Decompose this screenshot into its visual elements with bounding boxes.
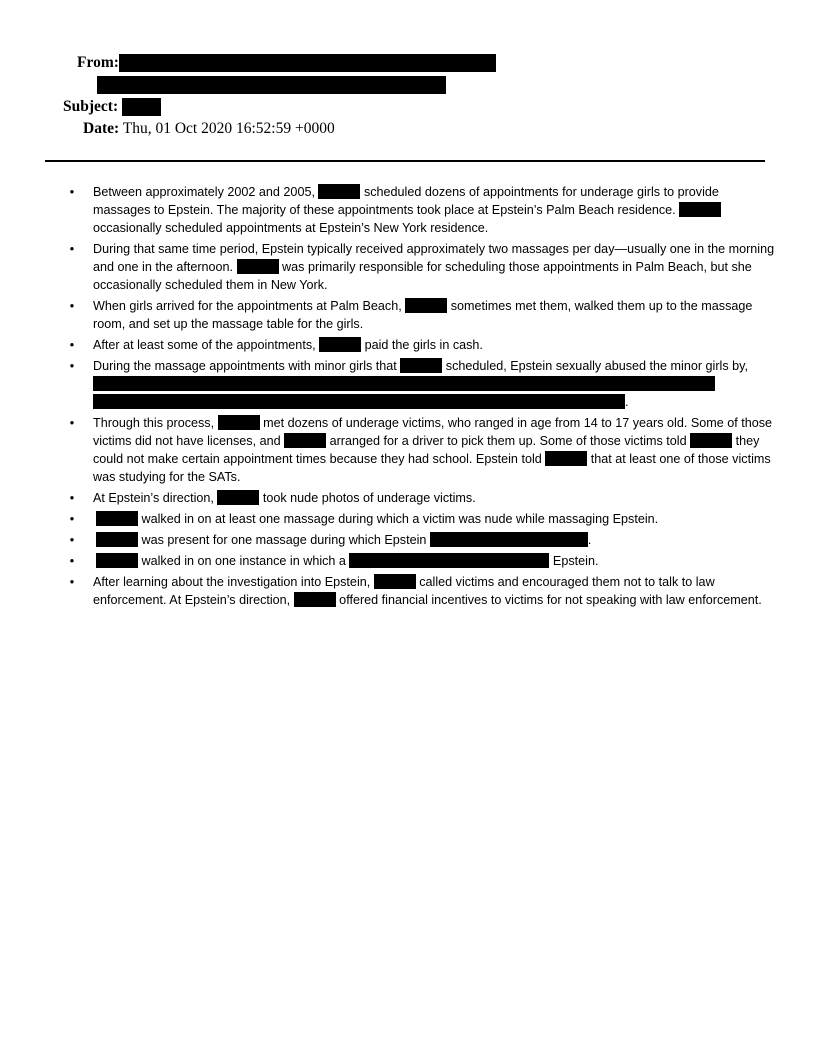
date-value: Thu, 01 Oct 2020 16:52:59 +0000 — [122, 120, 335, 137]
date-row — [83, 119, 335, 139]
list-item — [0, 531, 816, 549]
list-item — [0, 240, 816, 294]
list-item — [0, 552, 816, 570]
bullet-icon: • — [69, 575, 75, 589]
from-label: From: — [77, 54, 119, 71]
text-run: scheduled dozens of appointments for underage girls to provide massages to Epstein. The majority of these appointments took place at Epstein’s Palm Beach residence. — [93, 185, 719, 217]
list-item — [0, 573, 816, 609]
bullet-icon: • — [69, 299, 75, 313]
list-item — [0, 336, 816, 354]
bullet-icon: • — [69, 242, 75, 256]
text-run: met dozens of underage victims, who ranged in age from 14 to 17 years old. Some of those victims did not have licenses, and — [93, 416, 773, 448]
text-run: scheduled, Epstein sexually abused the minor girls by, — [442, 359, 748, 373]
text-run: Epstein. — [549, 554, 599, 568]
list-item — [0, 510, 816, 528]
redaction-block — [349, 553, 549, 568]
redaction-block — [93, 376, 715, 391]
redaction-block — [96, 553, 138, 568]
text-run: sometimes met them, walked them up to the massage room, and set up the massage table for the girls. — [93, 299, 753, 331]
redaction-block — [430, 532, 588, 547]
text-run: At Epstein’s direction, — [93, 491, 218, 505]
text-run: . — [587, 533, 592, 547]
list-item — [0, 489, 816, 507]
redaction-block — [405, 298, 447, 313]
header-divider — [45, 160, 765, 162]
date-label: Date: — [83, 120, 120, 137]
redaction-block — [374, 574, 416, 589]
text-run: During that same time period, Epstein typically received approximately two massages per day—usually one in the morning and one in the afternoon. — [93, 242, 775, 274]
redaction-block — [96, 532, 138, 547]
text-run: After at least some of the appointments, — [93, 338, 320, 352]
bullet-icon: • — [69, 554, 75, 568]
redaction-block — [97, 76, 446, 94]
bullet-icon: • — [69, 359, 75, 373]
text-run: was present for one massage during which Epstein — [138, 533, 430, 547]
redaction-block — [679, 202, 721, 217]
text-run: called victims and encouraged them not to talk to law enforcement. At Epstein’s direction, — [93, 575, 715, 607]
bullet-icon: • — [69, 416, 75, 430]
list-item — [0, 183, 816, 237]
bullet-list — [0, 183, 816, 612]
text-run: . — [625, 395, 629, 409]
redaction-block — [217, 490, 259, 505]
subject-row — [63, 97, 161, 117]
redaction-block — [318, 184, 360, 199]
text-run: walked in on at least one massage during which a victim was nude while massaging Epstein. — [138, 512, 659, 526]
redaction-block — [400, 358, 442, 373]
text-run: took nude photos of underage victims. — [259, 491, 476, 505]
redaction-block — [237, 259, 279, 274]
text-run: was primarily responsible for scheduling those appointments in Palm Beach, but she occasionally scheduled them in New York. — [93, 260, 752, 292]
text-run: arranged for a driver to pick them up. Some of those victims told — [326, 434, 691, 448]
from-row-continued — [97, 75, 446, 95]
redaction-block — [319, 337, 361, 352]
list-item — [0, 414, 816, 486]
bullet-icon: • — [69, 512, 75, 526]
text-run: Between approximately 2002 and 2005, — [93, 185, 319, 199]
text-run: occasionally scheduled appointments at Epstein’s New York residence. — [93, 221, 489, 235]
list-item — [0, 297, 816, 333]
redaction-block — [218, 415, 260, 430]
redaction-block — [545, 451, 587, 466]
redaction-block — [284, 433, 326, 448]
text-run: they could not make certain appointment times because they had school. Epstein told — [93, 434, 760, 466]
redaction-block — [93, 394, 625, 409]
redaction-block — [119, 54, 496, 72]
bullet-icon: • — [69, 533, 75, 547]
redaction-block — [690, 433, 732, 448]
bullet-icon: • — [69, 185, 75, 199]
subject-label: Subject: — [63, 98, 119, 115]
redaction-block — [96, 511, 138, 526]
redaction-block — [294, 592, 336, 607]
text-run: walked in on one instance in which a — [138, 554, 350, 568]
text-run: Through this process, — [93, 416, 218, 430]
text-run: When girls arrived for the appointments at Palm Beach, — [93, 299, 406, 313]
text-run: offered financial incentives to victims for not speaking with law enforcement. — [335, 593, 762, 607]
list-item — [0, 357, 816, 411]
from-row — [77, 53, 496, 73]
bullet-icon: • — [69, 491, 75, 505]
bullet-icon: • — [69, 338, 75, 352]
text-run: After learning about the investigation into Epstein, — [93, 575, 374, 589]
text-run: that at least one of those victims was studying for the SATs. — [93, 452, 771, 484]
text-run: paid the girls in cash. — [361, 338, 483, 352]
text-run: During the massage appointments with minor girls that — [93, 359, 401, 373]
redaction-block — [122, 98, 161, 116]
